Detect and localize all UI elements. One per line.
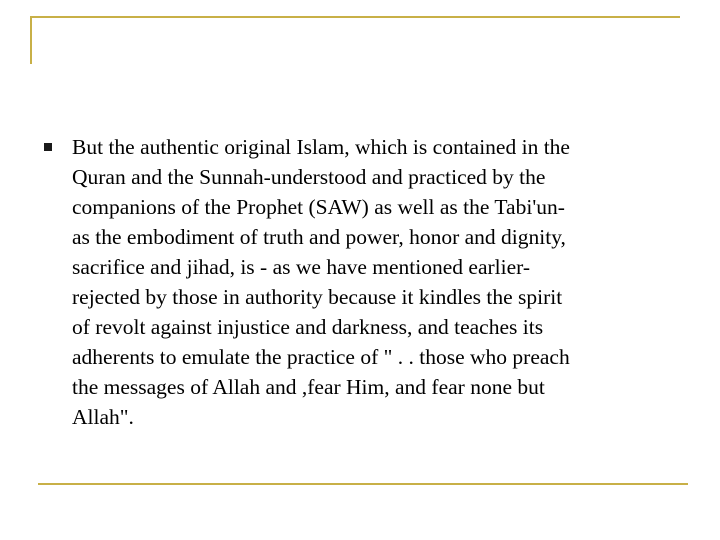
square-bullet-icon — [44, 143, 52, 151]
bottom-decorative-line — [38, 483, 688, 485]
left-decorative-line — [30, 16, 32, 64]
top-decorative-line — [30, 16, 680, 18]
bullet-item — [36, 132, 686, 432]
bullet-text: But the authentic original Islam, which is contained in the Quran and the Sunnah-understood and practiced by the companions of the Prophet (SAW) as well as the Tabi'un- as the embodiment of truth and power, honor and dignity, sacrifice and jihad, is - as we have mentioned earlier- rejected by those in authority because it kindles the spirit of revolt against injustice and darkness, and teaches its adherents to emulate the practice of " . . those who preach the messages of Allah and ,fear Him, and fear none but Allah". — [72, 135, 570, 429]
